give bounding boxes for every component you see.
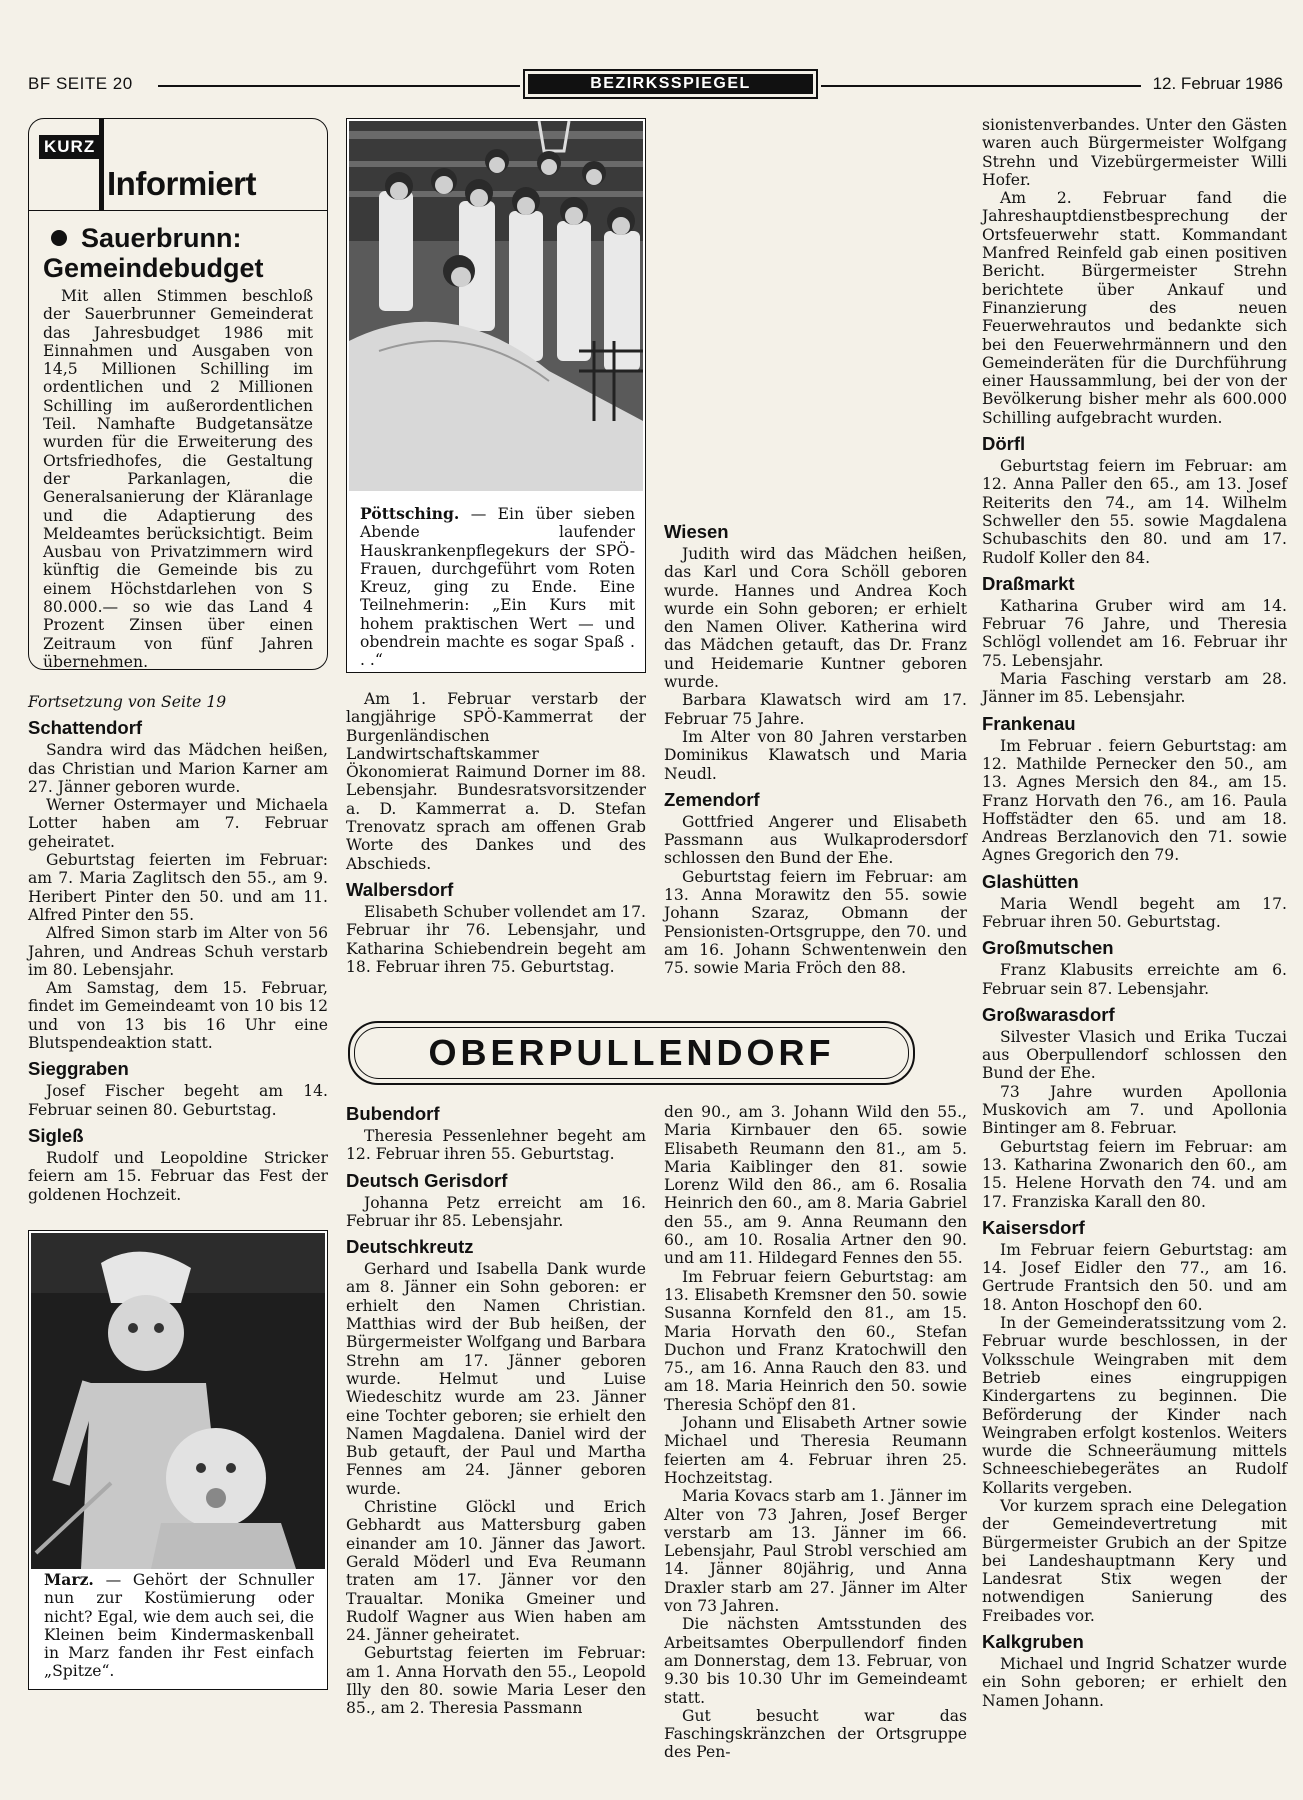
photo-poettsching-caption: Pöttsching. — Ein über sieben Abende laufender Hauskrankenpflegekurs der SPÖ-Frauen, durchgeführt vom Roten Kreuz, ging zu Ende. Eine Teilnehmerin: „Ein Kurs mit hohem praktischen Wert — und obendrein machte es sogar Spaß . . .“ — [360, 504, 635, 670]
paragraph: Am Samstag, dem 15. Februar, findet im Gemeindeamt von 10 bis 12 und von 13 bis 16 Uhr eine Blutspendeaktion statt. — [28, 979, 328, 1053]
paragraph: sionistenverbandes. Unter den Gästen waren auch Bürgermeister Wolfgang Strehn und Vizebürgermeister Willi Hofer. — [982, 116, 1287, 189]
heading-schattendorf: Schattendorf — [28, 717, 143, 739]
paragraph: Rudolf und Leopoldine Stricker feiern am 15. Februar das Fest der goldenen Hochzeit. — [28, 1148, 328, 1204]
bullet-icon — [51, 230, 67, 246]
paragraph: Im Februar feiern Geburtstag: am 14. Josef Eidler den 77., am 16. Gertrude Frantsich den 50. und am 18. Anton Hoschopf den 60. — [982, 1240, 1287, 1314]
heading-bubendorf: Bubendorf — [346, 1103, 440, 1124]
district-banner — [348, 1021, 915, 1085]
kurz-headline: Sauerbrunn: Gemeindebudget — [43, 223, 264, 283]
heading-drassmarkt: Draßmarkt — [982, 572, 1075, 594]
photo-marz-image — [31, 1233, 325, 1569]
kurz-label: KURZ — [39, 135, 100, 159]
continuation-note: Fortsetzung von Seite 19 — [28, 693, 227, 711]
paragraph: Theresia Pessenlehner begeht am 12. Februar ihren 55. Geburtstag. — [346, 1127, 646, 1164]
paragraph: Geburtstag feiern im Februar: am 12. Anna Paller den 65., am 13. Josef Reiterits den 74., am 14. Wilhelm Schweller den 55. sowie Magdalena Schubaschits den 80. und am 17. Rudolf Koller den 84. — [982, 457, 1287, 567]
column-3-lower — [664, 1103, 967, 1762]
paragraph: Judith wird das Mädchen heißen, das Karl und Cora Schöll geboren wurde. Hannes und Andrea Koch wurde ein Sohn geboren; er erhielt den Namen Oliver. Katherina wird das Mädchen getauft, das Dr. Franz und Heidemarie Kuntner geboren wurde. — [664, 545, 967, 692]
heading-grossmutschen: Großmutschen — [982, 937, 1114, 959]
paragraph: Im Februar feiern Geburtstag: am 13. Elisabeth Kremsner den 50. sowie Susanna Kornfeld den 81., am 15. Maria Horvath den 60., Stefan Duchon und Franz Kratochwill den 75., am 16. Anna Rauch den 83. und am 18. Maria Heinrich den 50. sowie Theresia Schöpf den 81. — [664, 1267, 967, 1414]
heading-zemendorf: Zemendorf — [664, 788, 760, 810]
page-number: BF SEITE 20 — [28, 74, 133, 93]
paragraph: Maria Fasching verstarb am 28. Jänner im 85. Lebensjahr. — [982, 670, 1287, 707]
heading-deutschkreutz: Deutschkreutz — [346, 1236, 474, 1258]
paragraph: Christine Glöckl und Erich Gebhardt aus Mattersburg gaben einander am 10. Jänner das Jawort. Gerald Möderl und Eva Reumann traten am 17. Jänner vor den Traualtar. Monika Gmeiner und Rudolf Wagner aus Wien haben am 24. Jänner geheiratet. — [346, 1498, 646, 1645]
heading-deutsch-gerisdorf: Deutsch Gerisdorf — [346, 1169, 508, 1191]
paragraph: Barbara Klawatsch wird am 17. Februar 75 Jahre. — [664, 691, 967, 728]
paragraph: Franz Klabusits erreichte am 6. Februar sein 87. Lebensjahr. — [982, 961, 1287, 998]
heading-glashuetten: Glashütten — [982, 870, 1079, 892]
paragraph: Gerhard und Isabella Dank wurde am 8. Jänner ein Sohn geboren: er erhielt den Namen Christian. Matthias wird der Bub heißen, der Bürgermeister Wolfgang und Barbara Strehn am 17. Jänner geboren wurde. Helmut und Luise Wiedeschitz wurde am 23. Jänner eine Tochter geboren; sie erhielt den Namen Magdalena. Daniel wird der Bub getauft, der Paul und Martha Fennes am 24. Jänner geboren wurde. — [346, 1260, 646, 1498]
paragraph: Elisabeth Schuber vollendet am 17. Februar ihr 76. Lebensjahr, und Katharina Schiebendrein begeht am 18. Februar ihren 75. Geburtstag. — [346, 902, 646, 976]
paragraph: Geburtstag feiern im Februar: am 13. Anna Morawitz den 55. sowie Johann Szaraz, Obmann der Pensionisten-Ortsgruppe, den 70. und am 16. Johann Schwentenwein den 75. sowie Maria Fröch den 88. — [664, 867, 967, 978]
column-2-lower — [346, 1097, 646, 1718]
paragraph: Im Februar . feiern Geburtstag: am 12. Mathilde Pernecker den 50., am 13. Agnes Mersich den 84., am 15. Franz Horvath den 76., am 16. Paula Hoffstädter den 65. und am 18. Andreas Berzlanovich den 71. sowie Agnes Gregorich den 79. — [982, 736, 1287, 865]
kurz-informiert-box — [28, 118, 328, 670]
paragraph: Gottfried Angerer und Elisabeth Passmann aus Wulkaprodersdorf schlossen den Bund der Ehe. — [664, 812, 967, 868]
heading-kaisersdorf: Kaisersdorf — [982, 1216, 1085, 1238]
paragraph: Michael und Ingrid Schatzer wurde ein Sohn geboren; er erhielt den Namen Johann. — [982, 1655, 1287, 1710]
heading-sieggraben: Sieggraben — [28, 1058, 129, 1080]
paragraph: Alfred Simon starb im Alter von 56 Jahren, und Andreas Schuh verstarb im 80. Lebensjahr. — [28, 924, 328, 979]
heading-frankenau: Frankenau — [982, 712, 1076, 734]
paragraph: 73 Jahre wurden Apollonia Muskovich am 7. und Apollonia Bintinger am 8. Februar. — [982, 1082, 1287, 1138]
paragraph: Gut besucht war das Faschingskränzchen der Ortsgruppe des Pen- — [664, 1706, 967, 1762]
heading-walbersdorf: Walbersdorf — [346, 878, 454, 900]
paragraph: Am 2. Februar fand die Jahreshauptdienstbesprechung der Ortsfeuerwehr statt. Kommandant Manfred Reinfeld gab einen positiven Bericht. Bürgermeister Strehn berichtete über Ankauf und Finanzierung des neuen Feuerwehrautos und bedankte sich bei den Feuerwehrmännern und den Gemeinderäten für die Durchführung einer Haussammlung, bei der von der Bevölkerung bisher mehr als 600.000 Schilling aufgebracht wurden. — [982, 189, 1287, 427]
paragraph: In der Gemeinderatssitzung vom 2. Februar wurde beschlossen, in der Volksschule Weingraben mit dem Betrieb eines eingruppigen Kindergartens zu beginnen. Die Beförderung der Kinder nach Weingraben erfolgt kostenlos. Weiters wurde die Schneeräumung mittels Schneeschiebegerätes an Rudolf Kollarits vergeben. — [982, 1314, 1287, 1497]
kurz-body-text: Mit allen Stimmen beschloß der Sauerbrunner Gemeinderat das Jahresbudget 1986 mit Einnahmen und Ausgaben von 14,5 Millionen Schilling im ordentlichen und 2 Millionen Schilling im außerordentlichen Teil. Namhafte Budgetansätze wurden für die Erweiterung des Ortsfriedhofes, die Gestaltung der Parkanlagen, die Generalsanierung der Kläranlage und die Adaptierung des Meldeamtes berücksichtigt. Beim Ausbau von Privatzimmern wird künftig die Gemeinde bis zu einem Höchstdarlehen von S 80.000.— so wie das Land 4 Prozent Zinsen über einen Zeitraum von fünf Jahren übernehmen. — [43, 287, 313, 671]
section-title: BEZIRKSSPIEGEL — [528, 74, 813, 94]
paragraph: Am 1. Februar verstarb der langjährige SPÖ-Kammerrat der Burgenländischen Landwirtschaftskammer Ökonomierat Raimund Dorner im 88. Lebensjahr. Bundesratsvorsitzender a. D. Kammerrat a. D. Stefan Trenovatz sprach am offenen Grab Worte des Dankes und des Abschieds. — [346, 690, 646, 873]
page-header — [28, 70, 1283, 100]
column-3-upper — [664, 515, 967, 978]
paragraph: Johann und Elisabeth Artner sowie Michael und Theresia Reumann feierten am 4. Februar ihren 25. Hochzeitstag. — [664, 1414, 967, 1487]
paragraph: den 90., am 3. Johann Wild den 55., Maria Kirnbauer den 65. sowie Elisabeth Reumann den 81., am 5. Maria Kaiblinger den 81. sowie Lorenz Wild den 86., am 6. Rosalia Heinrich den 60., am 8. Maria Gabriel den 55., am 9. Anna Reumann den 60., am 10. Rosalia Artner den 90. und am 11. Hildegard Fennes den 55. — [664, 1103, 967, 1268]
heading-wiesen: Wiesen — [664, 521, 729, 542]
header-rule-left — [158, 85, 520, 87]
paragraph: Die nächsten Amtsstunden des Arbeitsamtes Oberpullendorf finden am Donnerstag, dem 13. Februar, von 9.30 bis 10.30 Uhr im Gemeindeamt statt. — [664, 1615, 967, 1707]
paragraph: Geburtstag feierten im Februar: am 1. Anna Horvath den 55., Leopold Illy den 80. sowie Maria Leser den 85., am 2. Theresia Passmann — [346, 1644, 646, 1718]
paragraph: Geburtstag feiern im Februar: am 13. Katharina Zwonarich den 60., am 15. Helene Horvath den 74. und am 17. Franziska Karall den 80. — [982, 1137, 1287, 1211]
paragraph: Im Alter von 80 Jahren verstarben Dominikus Klawatsch und Maria Neudl. — [664, 727, 967, 783]
paragraph: Vor kurzem sprach eine Delegation der Gemeindevertretung mit Bürgermeister Grubich an der Spitze bei Landeshauptmann Kery und Landesrat Stix wegen der notwendigen Sanierung des Freibades vor. — [982, 1497, 1287, 1625]
paragraph: Maria Wendl begeht am 17. Februar ihren 50. Geburtstag. — [982, 894, 1287, 931]
photo-poettsching-image — [349, 121, 643, 491]
photo-marz-caption: Marz. — Gehört der Schnuller nun zur Kostümierung oder nicht? Egal, wie dem auch sei, die Kleinen beim Kindermaskenball in Marz fanden ihr Fest einfach „Spitze“. — [44, 1570, 314, 1681]
paragraph: Werner Ostermayer und Michaela Lotter haben am 7. Februar geheiratet. — [28, 796, 328, 851]
paragraph: Silvester Vlasich und Erika Tuczai aus Oberpullendorf schlossen den Bund der Ehe. — [982, 1027, 1287, 1083]
paragraph: Geburtstag feierten im Februar: am 7. Maria Zaglitsch den 55., am 9. Heribert Pinter den 50. und am 11. Alfred Pinter den 55. — [28, 851, 328, 924]
paragraph: Katharina Gruber wird am 14. Februar 76 Jahre, und Theresia Schlögl vollendet am 16. Februar ihr 75. Lebensjahr. — [982, 596, 1287, 670]
column-2-upper — [346, 690, 646, 976]
column-4 — [982, 116, 1287, 1710]
kurz-title: Informiert — [107, 165, 257, 202]
heading-kalkgruben: Kalkgruben — [982, 1631, 1084, 1653]
heading-grosswarasdorf: Großwarasdorf — [982, 1003, 1115, 1025]
district-title: OBERPULLENDORF — [354, 1027, 909, 1079]
section-title-box — [523, 69, 818, 99]
column-1 — [28, 693, 328, 1204]
paragraph: Johanna Petz erreicht am 16. Februar ihr 85. Lebensjahr. — [346, 1193, 646, 1230]
kurz-header — [29, 119, 327, 211]
heading-sigless: Sigleß — [28, 1124, 84, 1146]
heading-doerfl: Dörfl — [982, 433, 1026, 455]
kurz-bar — [99, 119, 104, 211]
issue-date: 12. Februar 1986 — [1152, 74, 1283, 93]
paragraph: Sandra wird das Mädchen heißen, das Christian und Marion Karner am 27. Jänner geboren wurde. — [28, 741, 328, 796]
header-rule-right — [821, 85, 1141, 87]
paragraph: Josef Fischer begeht am 14. Februar seinen 80. Geburtstag. — [28, 1082, 328, 1119]
paragraph: Maria Kovacs starb am 1. Jänner im Alter von 73 Jahren, Josef Berger verstarb am 13. Jänner im 66. Lebensjahr, Paul Strobl verschied am 14. Jänner 80jährig, und Anna Draxler starb am 27. Jänner im Alter von 73 Jahren. — [664, 1487, 967, 1616]
